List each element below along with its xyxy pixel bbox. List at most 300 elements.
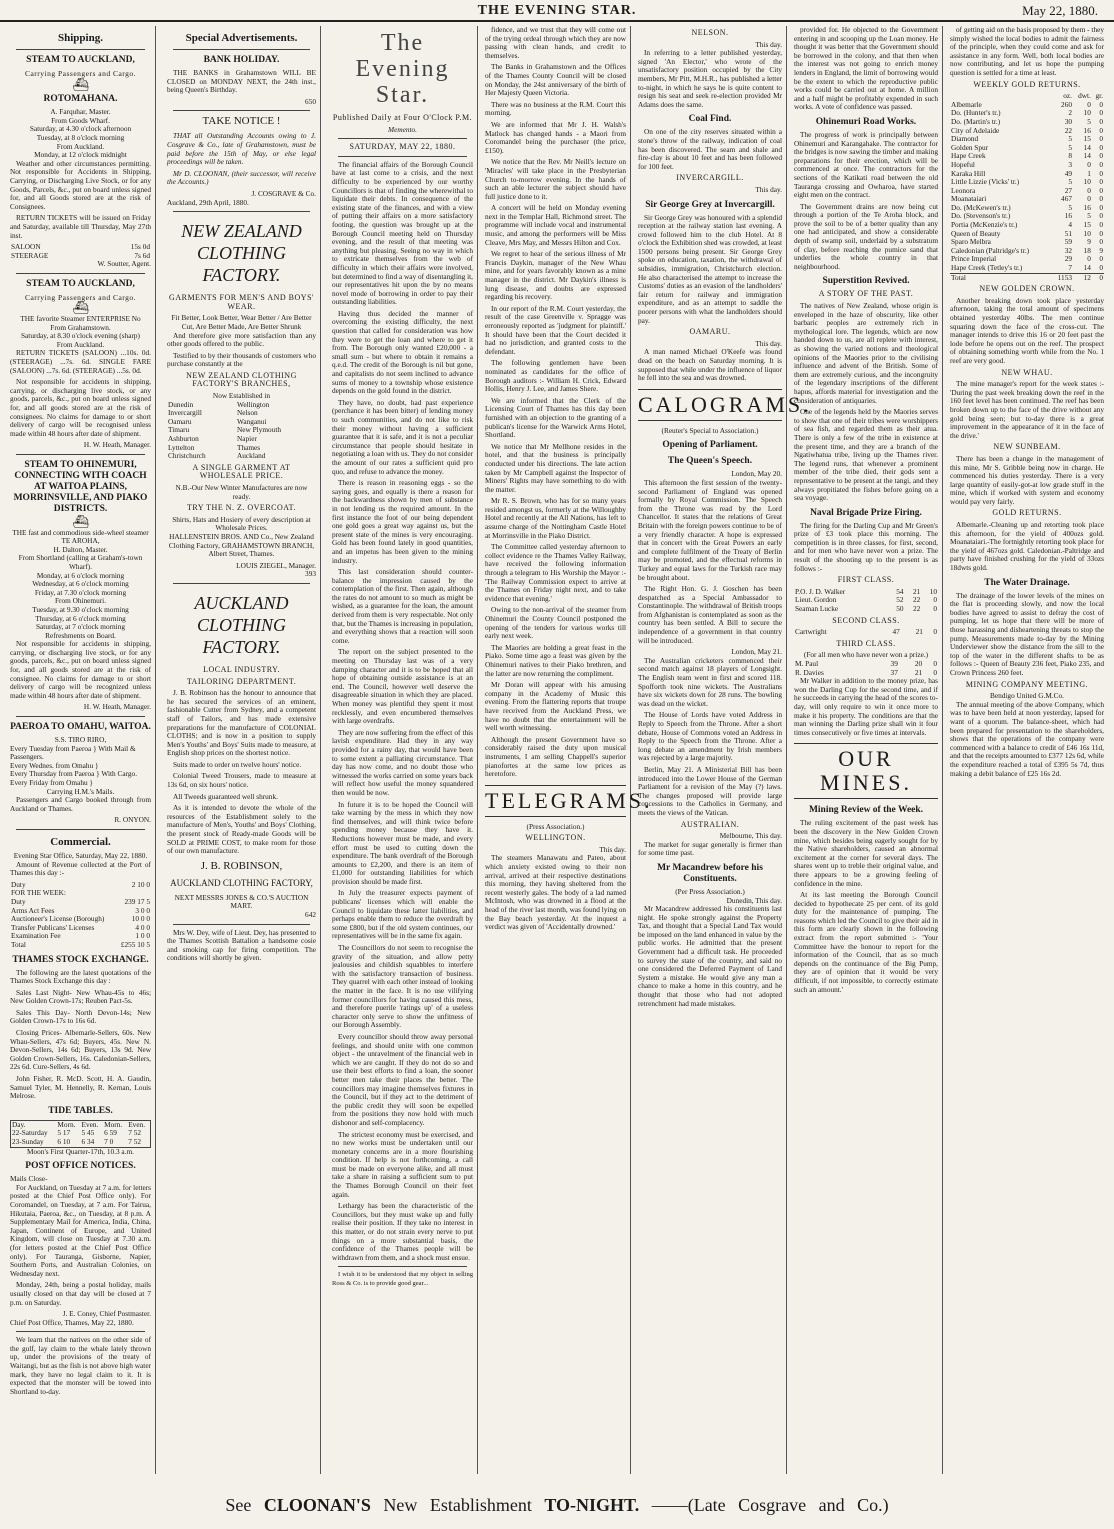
- nz-est: Now Established in: [212, 391, 271, 401]
- gr: 0: [1099, 159, 1103, 169]
- fare-price: 7s 6d: [134, 250, 150, 260]
- oz: 467: [1061, 194, 1072, 204]
- exchange-brokers: John Fisher, R. McD. Scott, H. A. Gaudin, Samuel Tyler, M. Hennelly, R. Kernan, Louis Melrose.: [10, 1074, 151, 1101]
- branch: Timaru: [168, 425, 190, 435]
- revenue-amount: 2 10 0: [131, 879, 150, 889]
- ohinemuri-text: The Government drains are now being cut through a portion of the Te Aroha block, and prove the soil to be of a better quality than any one had anticipated, and show a considerable depth of swamp soil, underlaid by a substratum of clay, before reaching the pumice sand that underlies the whole country in that neighbourhood.: [794, 201, 938, 271]
- news-paragraph: We are informed that Mr J. H. Walsh's Matlock has changed hands - a Maori from Coromandel being the purchaser (the price, £150).: [485, 119, 626, 155]
- dwt: 14: [1083, 142, 1091, 152]
- post-monday: Monday, 24th, being a postal holiday, mails usually closed on that day will be closed at 7 p.m. on Saturday.: [10, 1280, 151, 1307]
- dwt: 5: [1087, 211, 1091, 221]
- prize: 10: [929, 586, 937, 596]
- steamship-icon: ⛴: [72, 513, 89, 529]
- prize: 0: [933, 595, 937, 605]
- news-paragraph: The Banks in Grahamstown and the Offices of the Thames County Council will be closed on Monday, the 24st anniversary of the birth of Her Majesty Queen Victoria.: [485, 62, 626, 98]
- ad-number: 642: [305, 910, 316, 919]
- revenue-item: FOR THE WEEK:: [11, 888, 66, 898]
- dwt: 0: [1087, 194, 1091, 204]
- gold-returns-heading: WEEKLY GOLD RETURNS.: [973, 79, 1081, 89]
- revenue-amount: £255 10 5: [120, 939, 150, 949]
- auckland-clothing-heading: AUCKLAND CLOTHING FACTORY.: [194, 592, 289, 657]
- dwt: 18: [1083, 245, 1091, 255]
- ship-schedule-line: From Grahamstown.: [50, 322, 111, 332]
- grey-text: Sir George Grey was honoured with a splendid reception at the railway station last evening. A crowd followed him to the club Hotel. At 8 o'clock the Exhibition shed was crowded, at least 1500 persons being present. Sir George Grey spoke on education, taxation, the withdrawal of subsidies, immigration, Christchurch election. He also characterised the attempt to increase the Customs' duties as an evasion of the landholders' fair return for railway and immigration expenditure, and as an attempt to saddle the poorer persons with what the landholders should pay.: [638, 212, 782, 325]
- tide-cell: 7 52: [128, 1128, 141, 1138]
- news-paragraph: Although the present Government have so considerably raised the duty upon musical instruments, I am selling Chappell's superior pianofortes at the same low prices as heretofore.: [485, 734, 626, 779]
- masthead: [0, 0, 1114, 22]
- revenue-amount: 239 17 5: [124, 896, 150, 906]
- ship-name: ROTOMAHANA.: [43, 94, 118, 105]
- naval-class: SECOND CLASS.: [832, 615, 900, 625]
- robinson-address: NEXT MESSRS JONES & CO.'S AUCTION MART.: [174, 892, 309, 911]
- shooter: Seaman Lucke: [795, 604, 839, 614]
- telegrams-heading: TELEGRAMS.: [485, 785, 626, 817]
- meeting-text: The annual meeting of the above Company, which was to have been held at noon yesterday, lapsed for want of a quorum. The balance-sheet, which had been prepared for presentation to the shareholders, shows that the operations of the company were commenced with a balance to credit of £46 16s 11d, and that the receipts amounted to £377 12s 6d, while the expenditure reached a total of £395 5s 7d, thus making a debit balance of £25 16s 2d.: [950, 699, 1105, 778]
- gold-col: gr.: [1095, 91, 1103, 101]
- divider: [173, 924, 310, 925]
- branch: Wanganui: [237, 416, 267, 426]
- coal-heading: Coal Find.: [688, 114, 732, 125]
- editorial-paragraph: There is reason in reasoning eggs - so the saying goes, and equally is there a reason for the backwardness shown by men of substance in not lending us the required amount. In the first instance the foot of our being dependent one gold goes a great way against us, but the present state of the mines is very encouraging. Gold has been found lately in good quantities, and an impetus has been given to the mining industry.: [332, 478, 473, 565]
- dwt: 10: [1083, 177, 1091, 187]
- revenue-table: [10, 881, 151, 950]
- lords-text: The House of Lords have voted Address in Reply to Speech from the Throne. After a short debate, House of Commons voted an Address in Reply to the Speech from the Throne. After a long debate an amendment by Irish members was rejected by a large majority.: [638, 710, 782, 763]
- oz: 2: [1068, 108, 1072, 118]
- score: 54: [896, 586, 904, 596]
- nz-nb: N.B.-Our New Winter Manufactures are now ready.: [175, 483, 308, 501]
- nz-clothing-heading: NEW ZEALAND CLOTHING FACTORY.: [181, 221, 302, 286]
- local-industry: LOCAL INDUSTRY.: [203, 664, 280, 674]
- gr: 0: [1099, 272, 1103, 282]
- news-paragraph: The Maories are holding a great feast in the Piako. Some time ago a feast was given by the Ohinemuri natives to their Piako brethren, and the latter are now returning the compliment.: [485, 642, 626, 678]
- fare-class: SALOON: [11, 242, 41, 252]
- dwt: 10: [1083, 228, 1091, 238]
- fare-class: STEERAGE: [11, 250, 49, 260]
- dwt: 0: [1087, 254, 1091, 264]
- oz: 16: [1064, 211, 1072, 221]
- ship-schedule-line: Saturday, at 4.30 o'clock afternoon: [29, 124, 132, 134]
- paeroa-note: Passengers and Cargo booked through from Auckland or Thames.: [10, 795, 151, 813]
- total-label: Total: [951, 272, 966, 282]
- gr: 0: [1099, 168, 1103, 178]
- steam-heading: STEAM TO AUCKLAND,: [26, 55, 135, 65]
- paeroa-line: Every Friday from Omahu }: [10, 778, 93, 787]
- nz-shirts: Shirts, Hats and Hosiery of every description at Wholesale Prices.: [172, 514, 311, 533]
- divider: [173, 49, 310, 50]
- footer-word: See: [225, 1495, 252, 1515]
- steam-sub: Carrying Passengers and Cargo.: [24, 69, 137, 78]
- crown-heading: NEW GOLDEN CROWN.: [979, 284, 1075, 294]
- dey-paragraph: Mrs W. Dey, wife of Lieut. Dey, has presented to the Thames Scottish Battalion a handsome cosie and smoking cap for firing competition. The conditions will shortly be given.: [167, 927, 316, 963]
- editorial-paragraph: The financial affairs of the Borough Council have at last come to a crisis, and the next difficulty to be experienced by our worthy Councillors is that of finding the wherewithal to liquidate their debts. In consequence of the existing state of the finances, and with a view of putting their affairs on a more satisfactory footing, the question was brought up at the Borough Council meeting held on Thursday evening, and the result of that meeting was anything but pleasing. Seeing no way in which to extricate themselves from the web of difficulty in which their affairs were involved, but determined to find a way of disentangling it, our representatives hit upon the by no means novel mode of borrowing in order to pay their outstanding liabilities.: [332, 159, 473, 307]
- exchange-closing: Closing Prices- Albemarle-Sellers, 60s. New Whau-Sellers, 47s 6d; Buyers, 45s. New N. Devon-Sellers, 14s 6d; Buyers, 13s 9d. New Golden Crown-Sellers, 16s. Caledonian-Sellers, 22s 6d. Cure-Sellers, 4s 6d.: [10, 1028, 151, 1072]
- shooter: M. Paul: [795, 659, 819, 668]
- branch: Oamaru: [168, 416, 192, 426]
- returns-text: Albemarle.-Cleaning up and retorting took place this afternoon, for the yield of 400ozs gold. Moanataiari.-The fortnightly retorting took place for the yield of 467ozs gold. Caledonian.-Paltridge and party have finished crushing for the yield of 33ozs 18dwts gold.: [950, 520, 1104, 573]
- mine: Leonora: [951, 185, 976, 195]
- editorial-paragraph: This last consideration should counter-balance the impression caused by the contemplation of the first. Then again, although the rates do not amount to so much as might be wished, as a guarantee for the loan, the amount derived from them is very respectable. Not only that, but the Thames is increasing in population, and everything shows that a reaction will soon come.: [332, 567, 473, 645]
- editorial-paragraph: Lethargy has been the characteristic of the Councillors, but they must wake up and fully realise their position. If they take no interest in this matter, or do not strain every nerve to put things on a more substantial basis, the confidence of the Thames people will be withdrawn from them, and a shock must ensue.: [332, 1201, 473, 1262]
- oz: 5: [1068, 202, 1072, 212]
- ship-notice: Weather and other circumstances permitting. Not responsible for Accidents in Shipping, Carrying, or Discharging Live Stock, or for any Goods, Parcels, &c., put on board unless signed for, and all Goods stored are at the risk of Consignees.: [10, 158, 151, 211]
- mines-text: The ruling excitement of the past week has been the discovery in the New Golden Crown mine, which besides being eagerly sought for by the Native shareholders, caused an abnormal excitement at the corner for several days. The shares went up to treble their original value, and there appears to be a growing feeling of confidence in the mine.: [794, 818, 938, 888]
- mine: Hape Creek (Tetley's tr.): [951, 263, 1023, 273]
- divider: [173, 211, 310, 212]
- ship-notice: Not responsible for accidents in shipping, carrying, or discharging live stock, or any goods, parcels, &c., put on board unless signed for, and all goods stored are at the risk of consignees. No claims for damage to or short delivery of cargo will be recognised unless made within 48 hours after date of shipment.: [10, 377, 151, 438]
- paeroa-line: Every Tuesday from Paeroa } With Mail & Passengers.: [10, 743, 136, 762]
- mine: Hape Creek: [951, 151, 986, 161]
- ship-schedule-line: Refreshments on Board.: [45, 630, 116, 640]
- editorial-paragraph: In future it is to be hoped the Council will take warning by the mess in which they now find themselves, and will think twice before spending money because they have it. Reductions however must be made, and every effort must be used to cutting down the expenditure. The bank overdraft of the Borough amounts to £2,200, and there is an item of £1,000 for outstanding liabilities for which provision should be made first.: [332, 799, 473, 886]
- gr: 0: [1099, 220, 1103, 230]
- footer-word: ——(Late: [651, 1495, 726, 1515]
- gr: 0: [1099, 134, 1103, 144]
- prize: 0: [933, 659, 937, 668]
- mine: Do. (Martin's tr.): [951, 116, 1001, 126]
- robinson-suits: Suits made to order on twelve hours' notice.: [173, 759, 302, 769]
- superstition-sub: A STORY OF THE PAST.: [818, 289, 914, 299]
- nelson-text: In referring to a letter published yesterday, signed 'An Elector,' who wrote of the unsatisfactory position occupied by the City members, Mr Pitt, M.H.R., has published a letter to-night, in which he says he is quite content to resign his seat and seek re-election provided Mr Adams does the same.: [638, 48, 782, 109]
- news-paragraph: We notice that the Rev. Mr Neill's lecture on 'Miracles' will take place in the Presbyterian Church to-morrow evening. In the hands of such an able lecturer the subject should have full justice done to it.: [485, 157, 626, 201]
- paper-title: The Evening Star.: [355, 30, 450, 108]
- editorial-paragraph: They are now suffering from the effect of this lavish expenditure. Had they in any way provided for a rainy day, that would have been to some extent a palliating circumstance. That day has now come, and no doubt those who witnessed the works carried on some years back will reflect how useful the money squandered then would be now.: [332, 727, 473, 797]
- column-3: [328, 26, 478, 1474]
- prize: 0: [933, 667, 937, 677]
- ship-schedule-line: Thursday, at 6 o'clock morning: [35, 613, 126, 623]
- branch: Ashburton: [168, 434, 199, 444]
- score: 39: [890, 659, 898, 668]
- post-sub: Mails Close-: [10, 1174, 48, 1184]
- tide-cell: 7 52: [128, 1137, 141, 1146]
- gold-col: dwt.: [1078, 91, 1091, 101]
- column-7: [946, 26, 1108, 1474]
- oamaru-text: A man named Michael O'Keefe was found dead on the beach on Saturday morning. It is supposed that while under the influence of liquor he fell into the sea and was drowned.: [638, 347, 782, 383]
- revenue-item: Total: [11, 939, 26, 949]
- dwt: 5: [1087, 116, 1091, 126]
- dwt: 15: [1083, 220, 1091, 230]
- nz-text: And therefore give more satisfaction than any other goods offered to the public.: [167, 330, 316, 349]
- tailoring: TAILORING DEPARTMENT.: [186, 676, 297, 686]
- branch: Auckland: [237, 451, 266, 461]
- branch: Nelson: [237, 408, 258, 418]
- bank-heading: BANK HOLIDAY.: [203, 55, 280, 65]
- score: 47: [892, 627, 900, 637]
- mines-text: At its last meeting the Borough Council decided to hypothecate 25 per cent. of its gold duty for the maintenance of pumping. The reasons which led the Council to give their aid in this form are clearly shown in the following extract from the report submitted :- 'Your Committee have the honour to report for the information of the Council, that as so much depends on the continuance of the Big Pump, they are of opinion that it would be very difficult, if not impossible, to correctly estimate such an amount.': [794, 890, 938, 994]
- footer-word: and: [818, 1495, 845, 1515]
- special-heading: Special Advertisements.: [185, 32, 298, 44]
- column-4: [481, 25, 653, 1474]
- revenue-item: Duty: [11, 879, 26, 889]
- divider: [16, 716, 145, 717]
- notice-date: Auckland, 29th April, 1880.: [167, 197, 249, 207]
- revenue-amount: 3 0 0: [135, 905, 150, 915]
- revenue-amount: 4 0 0: [135, 922, 150, 932]
- shooter: Lieut. Gordon: [795, 595, 837, 605]
- score: 50: [896, 604, 904, 614]
- agent-signature: R. ONYON.: [114, 815, 151, 825]
- tide-cell: 5 17: [57, 1128, 71, 1138]
- commercial-intro: Amount of Revenue collected at the Port of Thames this day :-: [10, 859, 151, 878]
- fares-table: [10, 243, 151, 260]
- dwt: 10: [1083, 108, 1091, 118]
- ship-schedule-line: Tuesday, at 9.30 o'clock morning: [32, 604, 129, 614]
- returns-heading: GOLD RETURNS.: [992, 508, 1062, 518]
- mine: Prince Imperial: [951, 254, 997, 264]
- mine: Karaka Hill: [951, 168, 986, 178]
- news-paragraph: In our report of the R.M. Court yesterday, the result of the case Greenville v. Spragge was erroneously reported as 'judgment for plaintiff.' It should have been that the Court decided it had no jurisdiction, and granted costs to the defendant.: [485, 303, 626, 356]
- branch: Thames: [237, 442, 261, 452]
- steamship-icon: ⛴: [72, 76, 89, 92]
- agent-signature: H. W. Heath, Manager.: [83, 440, 151, 450]
- tide-col: Morn.: [104, 1119, 123, 1129]
- branch: Christchurch: [168, 451, 206, 461]
- dwt: 0: [1087, 185, 1091, 195]
- calograms-sub: (Reuter's Special to Association.): [661, 425, 759, 435]
- grey-heading: Sir George Grey at Invercargill.: [645, 199, 775, 210]
- tide-col: Even.: [81, 1119, 99, 1129]
- wellington-heading: WELLINGTON.: [525, 833, 586, 843]
- commercial-heading: Commercial.: [50, 835, 111, 848]
- editorial-paragraph: The Councillors do not seem to recognise the gravity of the situation, and allow petty jealousies and childish squabbles to interfere with the satisfactory transaction of business. They quarrel with each other instead of looking the matter in the face. It is no use vilifying former councillors for having caused this mess, and therefore puerile 'ratings up' of a useless character only serve to show the unfitness of our Borough Assembly.: [332, 943, 473, 1030]
- paeroa-heading: PAEROA TO OMAHU, WAITOA.: [10, 722, 151, 733]
- post-date: Chief Post Office, Thames, May 22, 1880.: [10, 1317, 134, 1327]
- tide-note: Moon's First Quarter-17th, 10.3 a.m.: [27, 1146, 134, 1156]
- dwt: 14: [1083, 151, 1091, 161]
- gold-table: [950, 92, 1104, 282]
- ship-schedule-line: Saturday, at 8.30 o'clock evening (sharp): [21, 331, 140, 341]
- speech-text: This afternoon the first session of the twenty-second Parliament of England was opened formally by Royal Commission. The Speech from the Throne was read by the Lord Chancellor. It states that the relations of Great Britain with the foreign powers continue to be of a very friendly character. A hope is expressed that in concert with the Great Powers an early and complete fulfilment of the Treaty of Berlin may be promoted, and the effectual reforms in Turkey and equal laws for the Turkish race may be brought about.: [638, 477, 782, 582]
- gr: 0: [1099, 254, 1103, 264]
- branch: Napier: [237, 434, 257, 444]
- prize: 22: [912, 604, 921, 614]
- fare-price: 15s 0d: [130, 242, 150, 252]
- drainage-text: The drainage of the lower levels of the mines on the flat is proceeding slowly, and now the local bodies have agreed to assist to defray the cost of pumping, let us hope that there will be more of those harassing and disheartening threats to stop the pump. Measurements made to-day by the Mining Underviewer show the distance from the sill to the top of the water in the different shafts to be as follows :- Queen of Beauty 236 feet, Piako 235, and Crown Princess 260 feet.: [950, 590, 1104, 677]
- oz: 5: [1068, 177, 1072, 187]
- agent-signature: W. Soutter, Agent.: [97, 259, 151, 269]
- editorial-paragraph: They have, no doubt, had past experience (perchance it has been bitter) of lending money to such communities, and do not like to risk their money without having a sufficient guarantee that it is safe, and it is not a peculiar circumstance that people should hesitate in negotiating a loan with us. They do not consider the amount of our rates a sufficient quid pro quo, and refuse to advance the money.: [332, 397, 473, 476]
- steam-heading: STEAM TO AUCKLAND,: [26, 278, 135, 289]
- oz: 22: [1064, 125, 1072, 135]
- wellington-text: The steamers Manawatu and Pateo, about which anxiety existed owing to their non arrival, arrived at their respective destinations this morning, they having sheltered from the recent westerly gales. The body of a lad named McIntosh, who was drowned in a flood at the head of the river last month, was found lying on the Bay beach yesterday. At the inquest a verdict was given of 'Accidentally drowned.': [485, 853, 626, 932]
- macandrew-sub: (Per Press Association.): [675, 886, 745, 896]
- whau-heading: NEW WHAU.: [1001, 367, 1053, 377]
- news-paragraph: We are informed that the Clerk of the Licensing Court of Thames has this day been furnished with an objection to the granting of a publican's license for the Warwick Arms Hotel, Shortland.: [485, 395, 626, 440]
- oz: 260: [1061, 99, 1072, 109]
- prize: 0: [933, 604, 937, 614]
- dwt: 16: [1083, 125, 1091, 135]
- gr: 0: [1099, 237, 1103, 247]
- oz: 51: [1064, 228, 1072, 238]
- divider: [338, 156, 467, 157]
- meeting-heading: MINING COMPANY MEETING.: [965, 679, 1089, 689]
- naval-table: [794, 628, 938, 637]
- invercargill-heading: INVERCARGILL.: [676, 173, 744, 183]
- gold-col: oz.: [1063, 91, 1072, 101]
- footer-line: [0, 1495, 1114, 1516]
- nz-branch-heading: NEW ZEALAND CLOTHING FACTORY'S BRANCHES,: [186, 370, 297, 389]
- divider: [16, 49, 145, 50]
- robinson-signature: J. B. ROBINSON,: [200, 859, 283, 872]
- ohinemuri-heading: Ohinemuri Road Works.: [815, 116, 917, 127]
- divider: [16, 454, 145, 455]
- score: 37: [890, 667, 898, 677]
- superstition-text: The natives of New Zealand, whose origin is enveloped in the haze of obscurity, like other barbaric peoples are extremely rich in mythological lore. The legends, which are now handed down to us, are all replete with interest, as showing the varied notions and theological opinions of the Maories prior to the civilising influence and advent of the British. Some of them are extremely curious, and the incongruity of the legendary inscriptions of the different hapus, affords material for investigation and the consideration of antiquaries.: [794, 301, 938, 405]
- dwt: 1: [1087, 168, 1091, 178]
- dunedin-date: Dunedin, This day.: [726, 895, 782, 905]
- notice-signature: J. COSGRAVE & Co.: [251, 188, 316, 198]
- gr: 0: [1099, 151, 1103, 161]
- macandrew-text: Mr Macandrew addressed his constituents last night. He spoke strongly against the Property Tax, and thought that a Special Land Tax would be imposed on the land enhanced in value by the public works. He admitted that the present Government had a difficult task. He proceeded to survey the state of the country, and said no one considered the Deferred Payment of Land System a mistake. He would give any man a chance to make a home in this country, and he thought that those who had not adopted retrenchment had made mistakes.: [638, 904, 782, 1008]
- telegrams-sub: (Press Association.): [526, 821, 585, 831]
- branches-table: [167, 401, 316, 461]
- column-1: [6, 26, 156, 1474]
- ship-schedule-line: Saturday, at 7 o'clock morning: [36, 622, 125, 632]
- news-paragraph: A concert will be held on Monday evening next in the Templar Hall, Richmond street. The programme will include vocal and instrumental music, and among the performers will be Miss Cleave, Mrs May, and Messrs Hilton and Cox.: [485, 203, 626, 247]
- tide-col: Morn.: [57, 1119, 76, 1129]
- oz: 1153: [1057, 272, 1072, 282]
- footer-word: TO-NIGHT.: [544, 1495, 640, 1515]
- editorial-paragraph: Having thus decided the manner of overcoming the existing difficulty, the next question that called for consideration was how they were to get the loan and where to get it from. The Borough only wanted £20,000 - a small sum - but where to obtain it remains a q.e.d. The credit of the Borough is nil but gone, and capitalists do not seem inclined to advance sums of money to a township whose existence depends on the gold found in the district.: [332, 308, 473, 396]
- columns: [6, 26, 1108, 1474]
- mine: Diamond: [951, 134, 979, 144]
- intro-paragraph: provided for. He objected to the Government entering in and scooping up the Loan money. He thought it was better that the Government should be borrowed in the colony, and that then when the interest was not going to enrich money lenders in England, the limit of borrowing would be the extent to which the reproductive public works could be carried out at home. A million and a half might be profitably expended in such works. A vote of confidence was passed.: [794, 25, 938, 112]
- ship-master: H. Dalton, Master.: [53, 544, 108, 554]
- revenue-amount: 10 0 0: [131, 914, 150, 924]
- footer-word: New: [383, 1495, 418, 1515]
- nz-overcoat: TRY THE N. Z. OVERCOAT.: [187, 503, 296, 513]
- naval-class: FIRST CLASS.: [837, 575, 895, 585]
- prize: 21: [914, 667, 923, 677]
- ship-schedule-line: From Goods Wharf.: [51, 115, 110, 125]
- ship-schedule-line: Tuesday, at 8 o'clock morning: [36, 132, 125, 142]
- footer-word: CLOONAN'S: [263, 1495, 371, 1515]
- table-row: [794, 605, 938, 614]
- table-row: [950, 264, 1104, 273]
- oz: 32: [1064, 245, 1072, 255]
- tide-cell: 6 59: [104, 1128, 117, 1138]
- table-row: [11, 1138, 151, 1147]
- ziegel: LOUIS ZIEGEL, Manager.: [236, 560, 316, 570]
- naval-third-note: (For all men who have never won a prize.): [803, 650, 929, 660]
- gr: 0: [1099, 99, 1103, 109]
- wellington-date: This day.: [599, 844, 626, 854]
- drainage-heading: The Water Drainage.: [984, 577, 1070, 588]
- notice-cloonan: Mr D. CLOONAN, (their successor, will receive the Accounts.): [167, 168, 316, 187]
- shipping-heading: Shipping.: [58, 32, 103, 44]
- ad-number: 650: [305, 96, 316, 106]
- robinson-extra: As it is intended to devote the whole of the resources of the Establishment solely to the manufacture of Men's, Youths' and Boys' Clothing, the present stock of Ready-made Goods will be SOLD at PRIME COST, to make room for those of our own manufacture.: [167, 803, 316, 856]
- ship-schedule-line: Friday, at 7.30 o'clock morning: [34, 587, 127, 597]
- speech-date: London, May 20.: [731, 469, 782, 479]
- dwt: 15: [1083, 134, 1091, 144]
- return-tickets: RETURN TICKETS will be issued on Friday and Saturday, available till Thursday, May 27th inst.: [10, 213, 151, 240]
- branch: Dunedin: [168, 399, 194, 409]
- berlin-text: Berlin, May 21. A Ministerial Bill has been introduced into the Lower House of the German Parliament for a revision of the May (?) laws. The changes proposed will provide large concessions to the Catholics in Germany, and meets the views of the Vatican.: [638, 764, 782, 817]
- mines-heading: OUR MINES.: [794, 743, 938, 799]
- table-row: [10, 941, 151, 950]
- revenue-item: Auctioneer's License (Borough): [11, 914, 105, 924]
- divider: [173, 583, 310, 584]
- notice-text: THAT all Outstanding Accounts owing to J. Cosgrave & Co., late of Grahamstown, must be paid before the 15th of May, or else legal proceedings will be taken.: [167, 131, 316, 167]
- mine: Hopeful: [951, 159, 975, 169]
- prize: 21: [912, 586, 921, 596]
- mine: Albemarle: [951, 99, 982, 109]
- dwt: 0: [1087, 99, 1091, 109]
- prize: 22: [912, 595, 921, 605]
- fares-text: RETURN TICKETS (SALOON) ...10s. 0d. (STEERAGE) ...7s. 6d. SINGLE FARE (SALOON) ...7s. 6d. (STEERAGE) ...5s. 0d.: [10, 348, 151, 375]
- tide-table: [10, 1120, 151, 1148]
- revenue-item: Duty: [11, 896, 26, 906]
- post-signature: J. E. Coney, Chief Postmaster.: [62, 1309, 151, 1319]
- tide-cell: 7 0: [104, 1137, 114, 1146]
- table-row: [167, 452, 316, 461]
- gr: 0: [1099, 194, 1103, 204]
- prize: 21: [915, 627, 923, 637]
- oamaru-date: This day.: [755, 338, 782, 348]
- oz: 49: [1064, 168, 1072, 178]
- footer-advertisement: [0, 1480, 1114, 1529]
- gr: 0: [1099, 228, 1103, 238]
- superstition-heading: Superstition Revived.: [822, 276, 910, 287]
- mine: Do. (Hunter's tr.): [951, 108, 1001, 118]
- tide-cell: 6 10: [57, 1137, 71, 1146]
- oz: 29: [1064, 254, 1072, 264]
- gr: 0: [1099, 125, 1103, 135]
- paeroa-line: Every Wednes. from Omahu }: [10, 760, 99, 770]
- naval-text: Mr Walker in addition to the money prize, has won the Darling Cup for the second time, and if he succeeds in carrying the head of the scores to-day, will only require to win it once more to make it his property. The conditions are that the man winning the Darling prize shall win it four times consecutively or five times at intervals.: [794, 676, 938, 737]
- branch: Wellington: [237, 399, 270, 409]
- parliament-heading: Opening of Parliament.: [662, 440, 758, 451]
- oz: 3: [1068, 159, 1072, 169]
- ship-schedule-line: Monday, at 12 o'clock midnight: [34, 150, 127, 160]
- news-paragraph: The following gentlemen have been nominated as candidates for the office of Borough auditors :- William H. Crick, Edward Hollis, Henry J. Lee, and James Shere.: [485, 358, 626, 394]
- steam-sub: Carrying Passengers and Cargo.: [24, 292, 137, 302]
- news-paragraph: Mr Doran will appear with his amusing company in the Academy of Music this evening. From the flattering reports that troupe have received from the Auckland Press, we have no doubt that the entertainment will be well worth witnessing.: [485, 680, 626, 733]
- gr: 0: [1099, 263, 1103, 273]
- editorial-paragraph: Every councillor should throw away personal feelings, and should unite with one common object - the unravelment of the financial web in which we are caught. If they do not do so and use their best efforts to find a loan, the sooner better men take their places the better. The councillors may imagine themselves fixtures in the Council, but if they act to the detriment of the public credit they will soon be expelled from the positions they now hold with much dishonor and self-complacency.: [332, 1031, 473, 1127]
- oz: 59: [1064, 237, 1072, 247]
- macandrew-heading: Mr Macandrew before his Constituents.: [657, 862, 763, 884]
- naval-table: [794, 588, 938, 614]
- news-paragraph: Mr R. S. Brown, who has for so many years resided amongst us, formerly at the Willoughby Hotel and recently at the All Nations, has left to assume charge of the Nottingham Castle Hotel at Morrinsville in the Piako District.: [485, 496, 626, 540]
- editorial-note: I wish it to be understood that my object in selling Ross & Co. is to provide good gear...: [332, 1271, 473, 1287]
- news-paragraph: We notice that Mr Mellhone resides in the hotel, and that the business is principally conducted under his directions. The late action taken by Mr Campbell against the Inspector of Miners' Rights may have something to do with the matter.: [485, 441, 626, 494]
- exchange-heading: THAMES STOCK EXCHANGE.: [12, 954, 149, 965]
- footer-word: Cosgrave: [738, 1495, 807, 1515]
- ship-name: THE fast and commodious side-wheel steamer TE AROHA,: [12, 527, 149, 546]
- oz: 7: [1068, 263, 1072, 273]
- footer-word: Co.): [857, 1495, 889, 1515]
- dwt: 14: [1083, 263, 1091, 273]
- paeroa-ship: S.S. TIRO RIRO,: [54, 735, 107, 745]
- nz-sub: GARMENTS FOR MEN'S AND BOYS' WEAR.: [169, 293, 314, 311]
- oz: 4: [1068, 220, 1072, 230]
- nelson-date: This day.: [755, 39, 782, 49]
- divider: [173, 110, 310, 111]
- oz: 27: [1064, 185, 1072, 195]
- tide-cell: 23-Sunday: [12, 1137, 44, 1146]
- revenue-item: Transfer Publicans' Licenses: [11, 922, 95, 932]
- tide-cell: 22-Saturday: [12, 1128, 48, 1138]
- speech-text: The Right Hon. G. J. Goschen has been despatched as a Special Ambassador to Constantinople. The withdrawal of British troops from Afghanistan is contemplated as soon as the country has been settled. A Bill to secure the independence of a government in that country will be introduced.: [638, 584, 782, 645]
- footer-word: Establishment: [429, 1495, 532, 1515]
- table-total-row: [950, 273, 1104, 282]
- naval-text: The firing for the Darling Cup and Mr Green's prize of £3 took place this morning. The competition is in three classes, for first, second, and for men who have never won a prize. The result of the shooting up to the present is as follows :-: [794, 520, 938, 573]
- ship-master: A. Farquhar, Master.: [50, 107, 111, 117]
- gr: 0: [1099, 185, 1103, 195]
- mine: Queen of Beauty: [951, 228, 1001, 238]
- tide-cell: 6 34: [81, 1137, 95, 1146]
